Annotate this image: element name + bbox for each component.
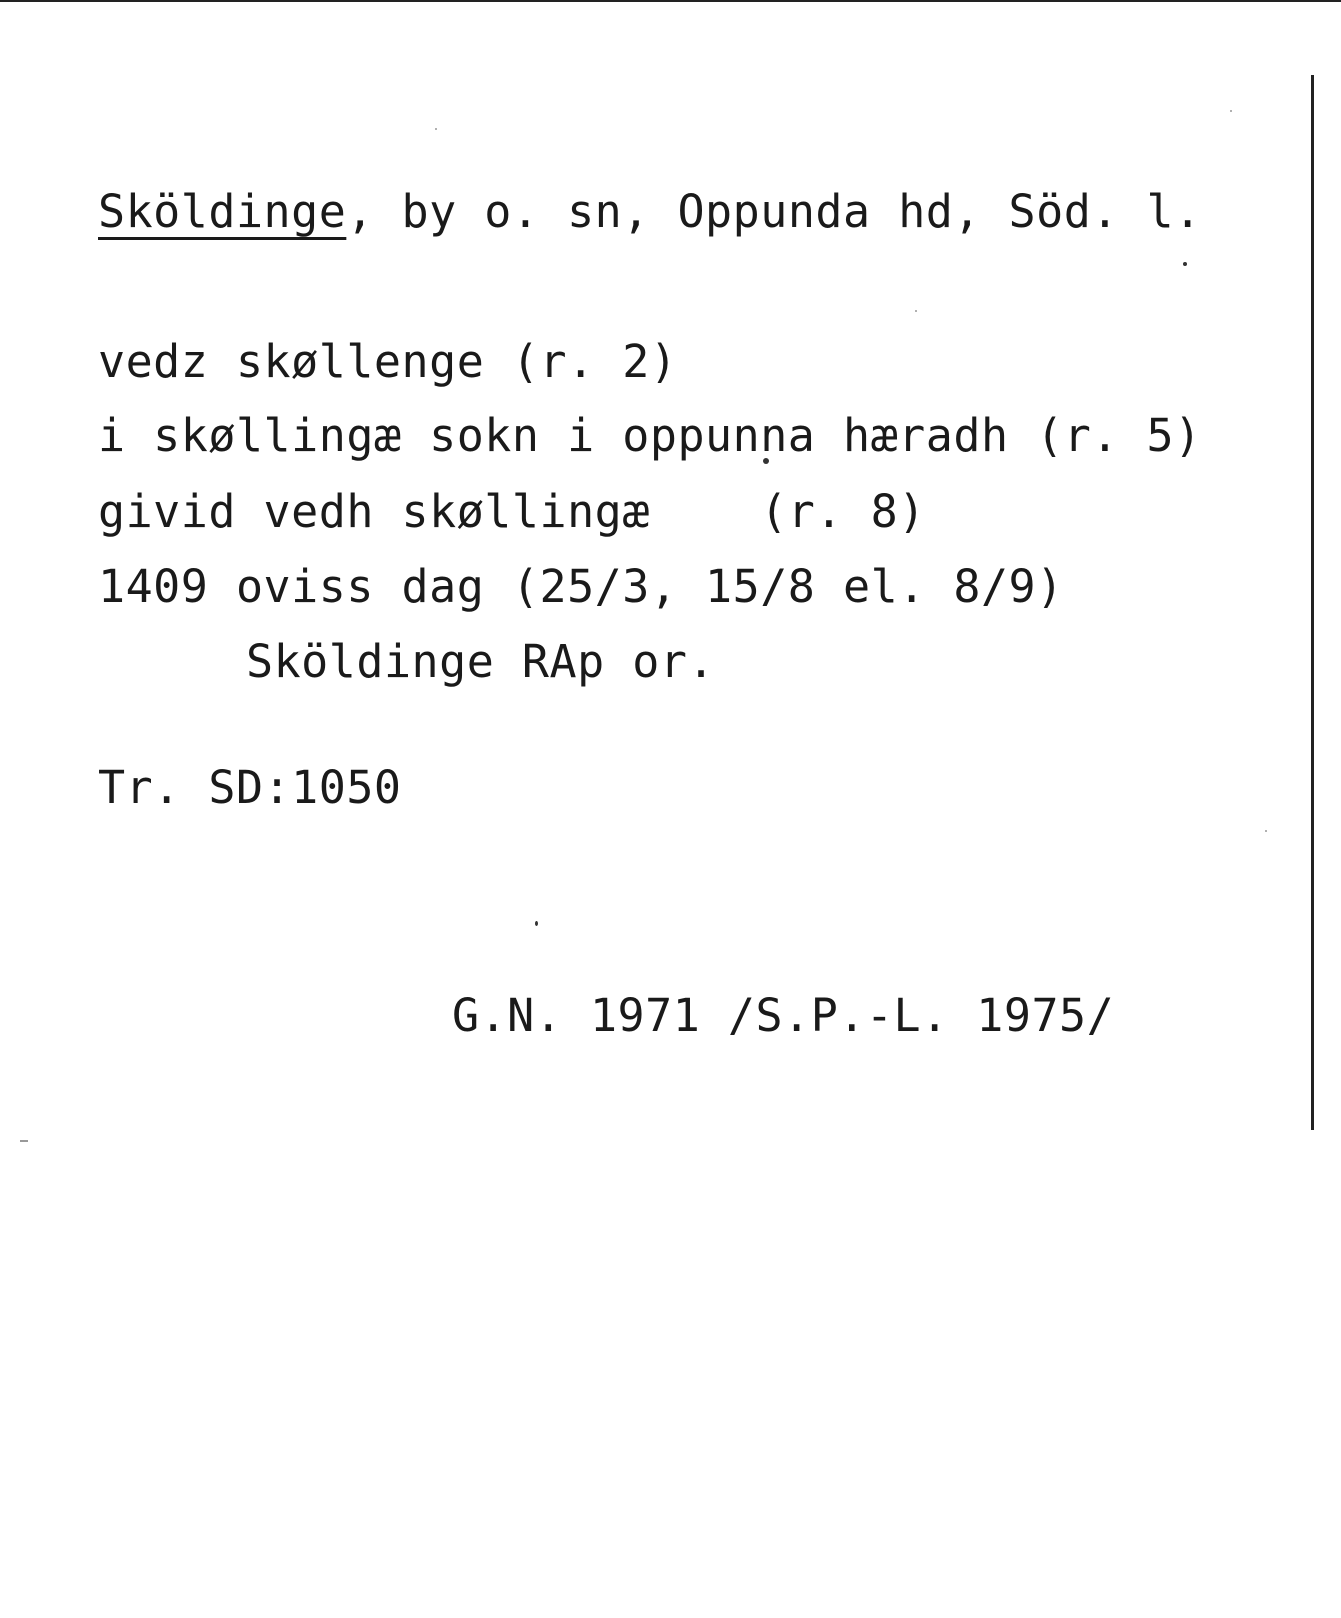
scan-speck bbox=[20, 1140, 28, 1142]
scan-speck bbox=[1230, 110, 1232, 112]
card-heading bbox=[98, 186, 1202, 238]
attestation-line-3: givid vedh skøllingæ (r. 8) bbox=[98, 485, 926, 538]
attestation-line-2: i skøllingæ sokn i oppunna hæradh (r. 5) bbox=[98, 409, 1202, 462]
card-right-edge bbox=[1311, 75, 1314, 1130]
scan-speck bbox=[915, 310, 917, 312]
reference-line: Tr. SD:1050 bbox=[98, 761, 402, 814]
place-name: Sköldinge bbox=[98, 185, 347, 238]
place-description: , by o. sn, Oppunda hd, Söd. l. bbox=[346, 185, 1202, 238]
signature-line: G.N. 1971 /S.P.-L. 1975/ bbox=[452, 989, 1115, 1042]
card-top-edge bbox=[0, 0, 1341, 2]
scan-speck bbox=[1183, 262, 1187, 266]
attestation-line-1: vedz skøllenge (r. 2) bbox=[98, 335, 678, 388]
scan-speck bbox=[435, 128, 437, 130]
scan-speck bbox=[535, 921, 538, 926]
scan-speck bbox=[1265, 830, 1267, 832]
source-line: Sköldinge RAp or. bbox=[246, 635, 716, 688]
date-line: 1409 oviss dag (25/3, 15/8 el. 8/9) bbox=[98, 560, 1064, 613]
